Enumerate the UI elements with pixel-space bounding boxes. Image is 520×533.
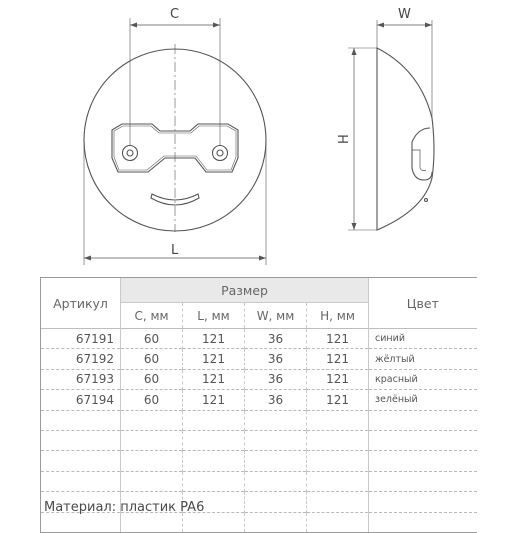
- w-cell: 36: [245, 369, 307, 389]
- material-note: Материал: пластик PA6: [44, 500, 205, 515]
- l-cell: 121: [183, 329, 245, 349]
- w-cell: 36: [245, 390, 307, 410]
- h-cell: 121: [307, 329, 369, 349]
- article-cell: 67192: [41, 349, 121, 369]
- table-row-empty: [41, 471, 477, 491]
- l-cell: 121: [183, 390, 245, 410]
- h-cell: 121: [307, 390, 369, 410]
- screw-hole-right: [213, 146, 228, 161]
- header-h: H, мм: [307, 303, 369, 329]
- dimension-w-label: W: [398, 7, 411, 22]
- header-article: Артикул: [41, 278, 121, 329]
- color-cell: зелёный: [369, 390, 477, 410]
- w-cell: 36: [245, 329, 307, 349]
- side-view-outline: [377, 48, 434, 230]
- article-cell: 67194: [41, 390, 121, 410]
- article-cell: 67191: [41, 329, 121, 349]
- header-size: Размер: [121, 278, 369, 303]
- table-row: [41, 349, 477, 369]
- header-color: Цвет: [369, 278, 477, 329]
- c-cell: 60: [121, 329, 183, 349]
- screw-hole-left: [123, 146, 138, 161]
- table-row: [41, 369, 477, 389]
- specification-table: [40, 277, 477, 533]
- color-cell: синий: [369, 329, 477, 349]
- c-cell: 60: [121, 349, 183, 369]
- c-cell: 60: [121, 390, 183, 410]
- c-cell: 60: [121, 369, 183, 389]
- dimension-l-label: L: [171, 243, 179, 258]
- w-cell: 36: [245, 349, 307, 369]
- article-cell: 67193: [41, 369, 121, 389]
- dimension-h-label: H: [337, 134, 352, 144]
- table-row-empty: [41, 410, 477, 430]
- dimension-c-label: C: [170, 7, 180, 22]
- table-row: [41, 390, 477, 410]
- header-c: C, мм: [121, 303, 183, 329]
- side-hook: [412, 128, 432, 180]
- header-l: L, мм: [183, 303, 245, 329]
- table-row-empty: [41, 512, 477, 532]
- header-w: W, мм: [245, 303, 307, 329]
- h-cell: 121: [307, 369, 369, 389]
- color-cell: жёлтый: [369, 349, 477, 369]
- l-cell: 121: [183, 369, 245, 389]
- table-row: [41, 329, 477, 349]
- table-row-empty: [41, 451, 477, 471]
- l-cell: 121: [183, 349, 245, 369]
- table-row-empty: [41, 430, 477, 450]
- h-cell: 121: [307, 349, 369, 369]
- color-cell: красный: [369, 369, 477, 389]
